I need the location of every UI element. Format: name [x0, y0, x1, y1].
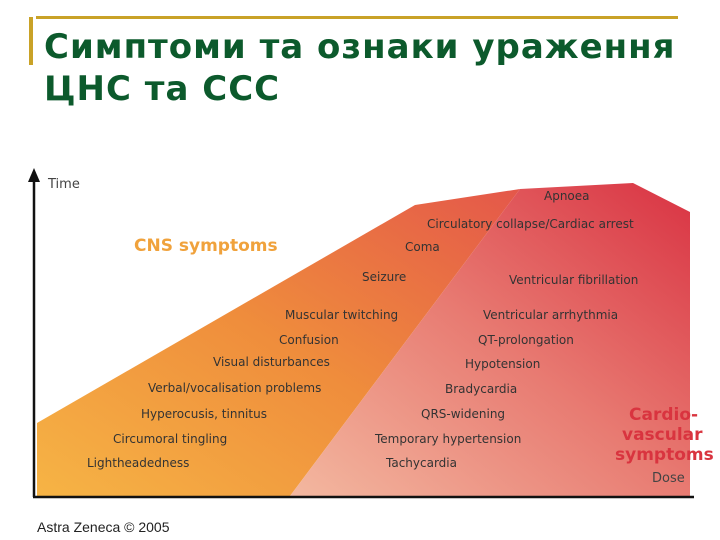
- cardiovascular-heading-line-2: vascular: [622, 425, 703, 445]
- slide-title: Симптоми та ознаки ураження ЦНС та ССС: [44, 27, 676, 108]
- cv-item-qt-prolongation: QT-prolongation: [478, 333, 574, 347]
- cns-item-coma: Coma: [405, 240, 440, 254]
- cns-item-verbal-problems: Verbal/vocalisation problems: [148, 381, 322, 395]
- cv-item-tachycardia: Tachycardia: [386, 456, 457, 470]
- cns-item-hyperocusis: Hyperocusis, tinnitus: [141, 407, 267, 421]
- cardiovascular-heading-line-1: Cardio-: [629, 405, 699, 425]
- cv-item-ventricular-arrhythmia: Ventricular arrhythmia: [483, 308, 619, 322]
- cns-item-muscular-twitching: Muscular twitching: [285, 308, 399, 322]
- cns-item-visual-disturbances: Visual disturbances: [213, 355, 330, 369]
- cv-item-bradycardia: Bradycardia: [445, 382, 518, 396]
- copyright-credit: Astra Zeneca © 2005: [37, 519, 170, 535]
- cv-item-hypotension: Hypotension: [465, 357, 541, 371]
- y-axis-arrow: [28, 168, 40, 182]
- cv-item-qrs-widening: QRS-widening: [421, 407, 506, 421]
- x-axis-label: Dose: [652, 471, 685, 486]
- cns-item-apnoea: Apnoea: [544, 189, 590, 203]
- cns-item-circumoral-tingling: Circumoral tingling: [113, 432, 228, 446]
- cv-item-temporary-hypertension: Temporary hypertension: [375, 432, 522, 446]
- cns-item-confusion: Confusion: [279, 333, 339, 347]
- cardiovascular-heading-line-3: symptoms: [615, 445, 714, 465]
- cv-item-ventricular-fibrillation: Ventricular fibrillation: [509, 273, 639, 287]
- cns-heading: CNS symptoms: [134, 236, 278, 256]
- cns-item-circulatory-collapse: Circulatory collapse/Cardiac arrest: [427, 217, 634, 231]
- cns-item-seizure: Seizure: [362, 270, 407, 284]
- y-axis-label: Time: [48, 177, 80, 192]
- cns-item-lightheadedness: Lightheadedness: [87, 456, 190, 470]
